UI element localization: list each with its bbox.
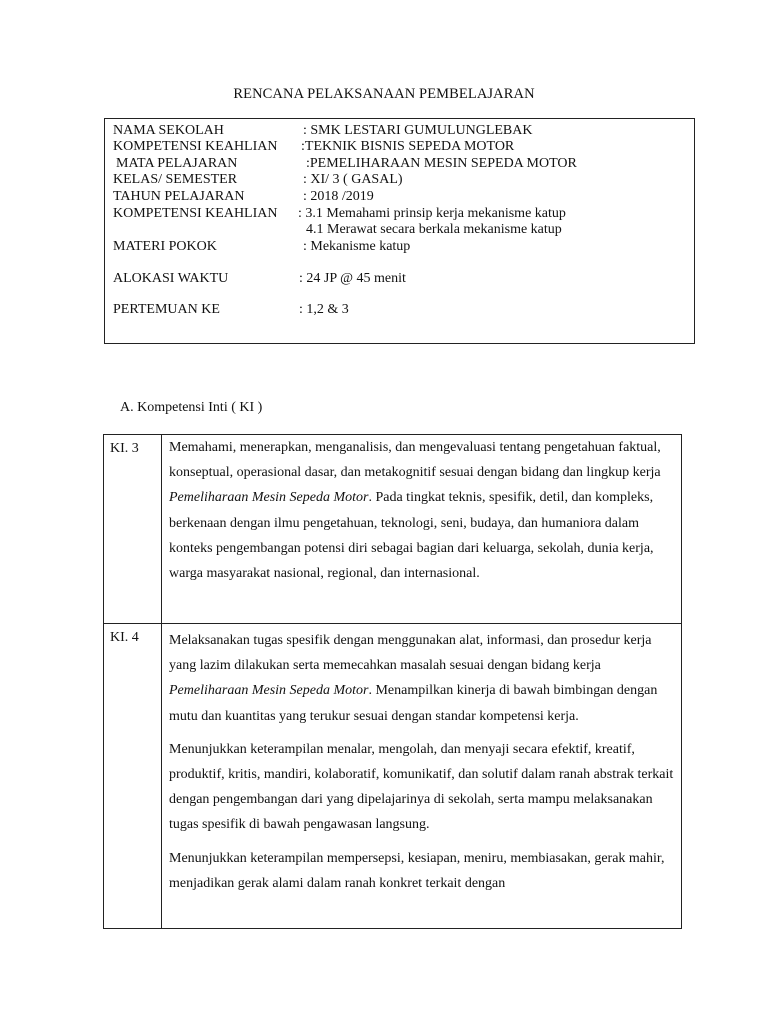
- info-value-competence-2: : 3.1 Memahami prinsip kerja mekanisme katup: [298, 206, 566, 221]
- info-label-subject: MATA PELAJARAN: [116, 156, 238, 171]
- ki3-label: KI. 3: [104, 435, 162, 624]
- ki4-description: [162, 624, 682, 929]
- info-value-year: : 2018 /2019: [303, 189, 374, 204]
- info-value-competence-2b: 4.1 Merawat secara berkala mekanisme katup: [306, 222, 562, 237]
- info-label-competence-2: KOMPETENSI KEAHLIAN: [113, 206, 278, 221]
- school-info-box: [104, 118, 695, 344]
- info-label-year: TAHUN PELAJARAN: [113, 189, 245, 204]
- section-heading-ki: A. Kompetensi Inti ( KI ): [120, 400, 263, 415]
- ki-table: [103, 434, 682, 929]
- ki4-paragraph-3: Menunjukkan keterampilan mempersepsi, kesiapan, meniru, membiasakan, gerak mahir, menjadikan gerak alami dalam ranah konkret terkait dengan: [169, 850, 665, 891]
- info-value-subject: :PEMELIHARAAN MESIN SEPEDA MOTOR: [306, 156, 577, 171]
- table-row: [104, 435, 682, 624]
- info-label-time: ALOKASI WAKTU: [113, 271, 229, 286]
- info-label-topic: MATERI POKOK: [113, 239, 217, 254]
- ki3-description: [162, 435, 682, 624]
- info-value-topic: : Mekanisme katup: [303, 239, 411, 254]
- info-value-competence: :TEKNIK BISNIS SEPEDA MOTOR: [301, 139, 515, 154]
- info-value-class: : XI/ 3 ( GASAL): [303, 172, 403, 187]
- info-label-competence: KOMPETENSI KEAHLIAN: [113, 139, 278, 154]
- ki4-paragraph-2: Menunjukkan keterampilan menalar, mengolah, dan menyaji secara efektif, kreatif, produktif, kritis, mandiri, kolaboratif, komunikatif, dan solutif dalam ranah abstrak terkait dengan pengembangan dari yang dipelajarinya di sekolah, serta mampu melaksanakan tugas spesifik di bawah pengawasan langsung.: [169, 741, 674, 833]
- ki4-label: KI. 4: [104, 624, 162, 929]
- table-row: [104, 624, 682, 929]
- ki3-text-em: Pemeliharaan Mesin Sepeda Motor: [169, 490, 369, 506]
- ki4-text-b: . Menampilkan kinerja di bawah bimbingan dengan mutu dan kuantitas yang terukur sesuai dengan standar kompetensi kerja.: [169, 683, 658, 724]
- info-value-meeting: : 1,2 & 3: [299, 302, 349, 317]
- ki3-text-b: . Pada tingkat teknis, spesifik, detil, dan kompleks, berkenaan dengan ilmu pengetahuan, teknologi, seni, budaya, dan humaniora dalam konteks pengembangan potensi diri sebagai bagian dari keluarga, sekolah, dunia kerja, warga masyarakat nasional, regional, dan internasional.: [169, 490, 654, 582]
- ki3-text-a: Memahami, menerapkan, menganalisis, dan mengevaluasi tentang pengetahuan faktual, konseptual, operasional dasar, dan metakognitif sesuai dengan bidang dan lingkup kerja: [169, 440, 661, 481]
- ki4-text-em: Pemeliharaan Mesin Sepeda Motor: [169, 683, 369, 699]
- info-label-class: KELAS/ SEMESTER: [113, 172, 238, 187]
- info-value-school: : SMK LESTARI GUMULUNGLEBAK: [303, 123, 533, 138]
- document-title: RENCANA PELAKSANAAN PEMBELAJARAN: [233, 86, 535, 102]
- ki4-text-a: Melaksanakan tugas spesifik dengan menggunakan alat, informasi, dan prosedur kerja yang lazim dilakukan serta memecahkan masalah sesuai dengan bidang kerja: [169, 633, 652, 674]
- info-value-time: : 24 JP @ 45 menit: [299, 271, 406, 286]
- info-label-meeting: PERTEMUAN KE: [113, 302, 220, 317]
- info-label-school: NAMA SEKOLAH: [113, 123, 224, 138]
